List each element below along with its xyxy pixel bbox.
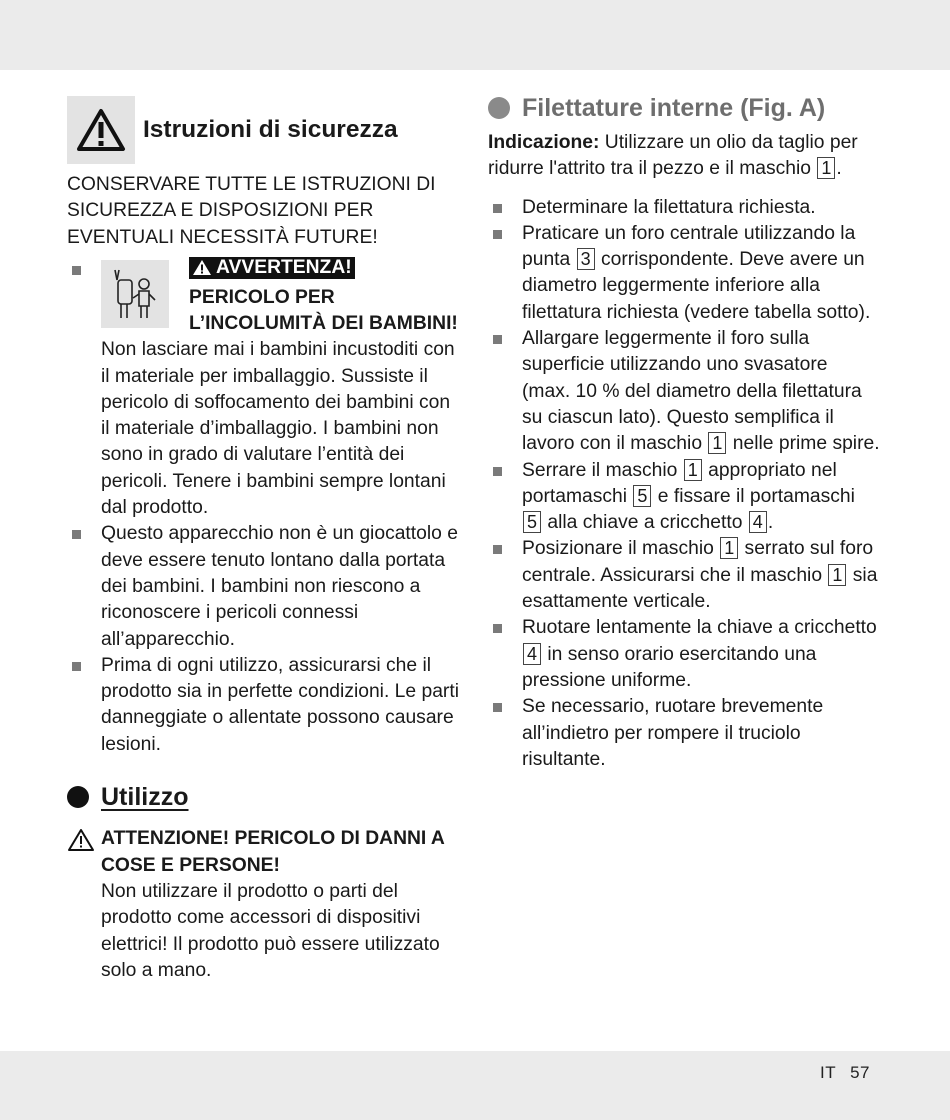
language-code: IT [819,1063,837,1082]
list-item: Posizionare il maschio 1 serrato sul foro centrale. Assicurarsi che il maschio 1 sia esattamente verticale. [488,536,880,615]
warning-small-icon [192,259,212,276]
left-column [67,96,462,984]
attention-block [67,826,462,984]
list-item: Allargare leggermente il foro sulla superficie utilizzando uno svasatore (max. 10 % del diametro della filettatura su ciascun lato). Questo semplifica il lavoro con il maschio 1 nelle prime spire. [488,326,880,457]
part-number-badge: 4 [523,643,541,665]
child-danger-heading: PERICOLO PER L’INCOLUMITÀ DEI BAMBINI! [189,286,458,334]
safety-intro: CONSERVARE TUTTE LE ISTRUZIONI DI SICUREZZA E DISPOSIZIONI PER EVENTUALI NECESSITÀ FUTURE! [67,174,436,248]
header-band [0,0,950,70]
list-item: Serrare il maschio 1 appropriato nel portamaschi 5 e fissare il portamaschi 5 alla chiave a cricchetto 4 . [488,458,880,537]
list-item: Se necessario, ruotare brevemente all’indietro per rompere il truciolo risultante. [488,694,880,773]
list-item: Determinare la filettatura richiesta. [488,195,880,221]
child-danger-text: Non lasciare mai i bambini incustoditi con il materiale per imballaggio. Sussiste il pericolo di soffocamento dei bambini con il materiale d’imballaggio. I bambini non sono in grado di valutare l’entità dei pericoli. Tenere i bambini sempre lontani dal prodotto. [101,339,455,519]
part-number-badge: 5 [523,511,541,533]
part-number-badge: 3 [577,248,595,270]
list-item: Praticare un foro centrale utilizzando la punta 3 corrispondente. Deve avere un diametro leggermente inferiore alla filettatura richiesta (vedere tabella sotto). [488,221,880,326]
warning-label [189,257,355,279]
note-text: Utilizzare un olio da taglio per ridurre l'attrito tra il pezzo e il maschio [488,132,858,180]
list-item: Questo apparecchio non è un giocattolo e deve essere tenuto lontano dalla portata dei bambini. I bambini non riescono a riconoscere i pericoli connessi all’apparecchio. [67,521,462,652]
safety-list [67,257,462,758]
part-number-badge: 4 [749,511,767,533]
note-paragraph: Indicazione: Utilizzare un olio da taglio per ridurre l'attrito tra il pezzo e il maschio 1 . [488,132,858,180]
usage-title: Utilizzo [101,783,189,812]
threads-heading [488,88,880,128]
safety-title: Istruzioni di sicurezza [143,115,398,143]
list-item: Prima di ogni utilizzo, assicurarsi che il prodotto sia in perfette condizioni. Le parti danneggiate o allentate possono causare lesioni. [67,653,462,758]
list-item [67,257,462,521]
part-number-badge: 1 [720,537,738,559]
note-label: Indicazione: [488,132,600,153]
attention-heading: ATTENZIONE! PERICOLO DI DANNI A COSE E PERSONE! [101,828,445,876]
part-number-badge: 1 [684,459,702,481]
bullet-dot-icon [67,786,89,808]
bullet-dot-icon [488,97,510,119]
child-packaging-icon [101,260,169,328]
part-number-badge: 5 [633,485,651,507]
page-number: 57 [850,1063,870,1082]
part-number-badge: 1 [708,432,726,454]
warning-triangle-icon [67,96,135,164]
threads-title: Filettature interne (Fig. A) [522,93,826,122]
list-item: Ruotare lentamente la chiave a cricchetto 4 in senso orario esercitando una pressione uniforme. [488,615,880,694]
footer-band [0,1051,950,1120]
threads-steps [488,195,880,774]
safety-heading [67,96,462,164]
part-number-badge: 1 [828,564,846,586]
attention-text: Non utilizzare il prodotto o parti del prodotto come accessori di dispositivi elettrici! Il prodotto può essere utilizzato solo a mano. [101,880,440,981]
page-footer [820,1063,870,1083]
warning-label-text: AVVERTENZA! [216,256,352,278]
usage-heading [67,784,462,810]
part-number-badge: 1 [817,157,835,179]
warning-outline-icon [67,828,95,852]
right-column [488,88,880,773]
